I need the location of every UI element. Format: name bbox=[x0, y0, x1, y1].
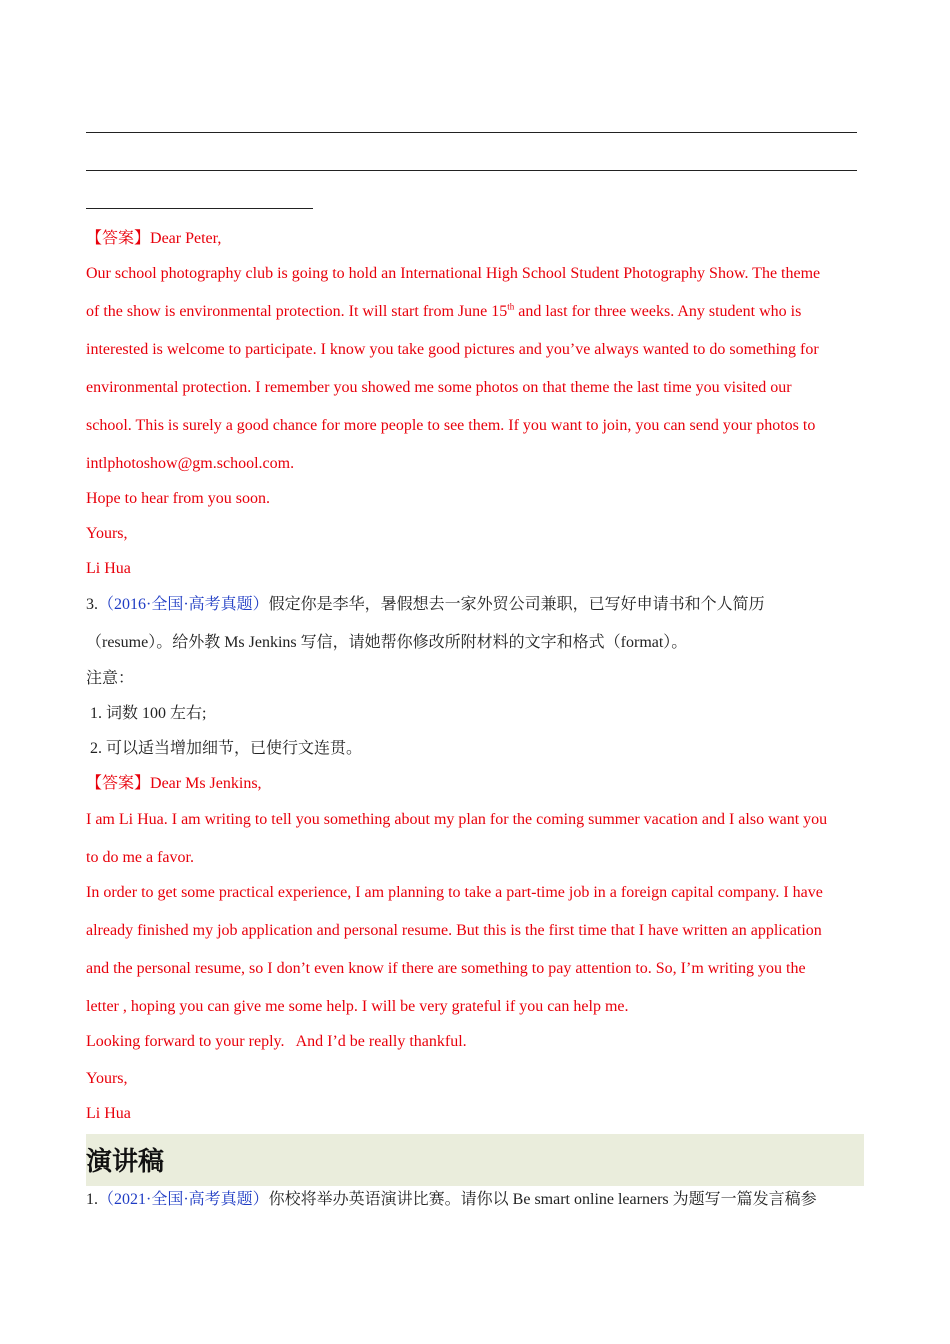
answer1-line: environmental protection. I remember you showed me some photos on that theme the last time you visited our bbox=[86, 379, 792, 396]
answer1-email-line: intlphotoshow@gm.school.com. bbox=[86, 455, 295, 472]
question-number: 1. bbox=[86, 1191, 98, 1208]
answer3-line: already finished my job application and personal resume. But this is the first time that I have written an application bbox=[86, 922, 822, 939]
answer-blank-line-2 bbox=[86, 170, 857, 171]
answer3-greeting: Dear Ms Jenkins, bbox=[150, 775, 262, 792]
answer3-closing: Looking forward to your reply. And I’d be really thankful. bbox=[86, 1033, 467, 1050]
section-title: 演讲稿 bbox=[86, 1147, 165, 1177]
answer1-line: school. This is surely a good chance for more people to see them. If you want to join, you can send your photos to bbox=[86, 417, 816, 434]
answer1-greeting: Dear Peter, bbox=[150, 230, 222, 247]
answer3-signature: Li Hua bbox=[86, 1105, 131, 1122]
answer1-line: Our school photography club is going to hold an International High School Student Photography Show. The theme bbox=[86, 265, 821, 282]
answer-tag: 【答案】 bbox=[86, 230, 151, 247]
question-source: （2021·全国·高考真题） bbox=[98, 1191, 269, 1208]
question-number: 3. bbox=[86, 596, 98, 613]
question3-line: （resume）。给外教 Ms Jenkins 写信，请她帮你修改所附材料的文字和格式（format）。 bbox=[86, 634, 688, 651]
answer3-line: to do me a favor. bbox=[86, 849, 194, 866]
note-item: 2. 可以适当增加细节，已使行文连贯。 bbox=[90, 740, 363, 757]
answer1-greeting-line bbox=[86, 229, 221, 249]
answer-blank-line-3 bbox=[86, 208, 313, 209]
answer1-line bbox=[86, 302, 801, 322]
note-label: 注意： bbox=[86, 670, 135, 687]
note-item: 1. 词数 100 左右; bbox=[90, 705, 207, 722]
answer-blank-line-1 bbox=[86, 132, 857, 133]
question-source: （2016·全国·高考真题） bbox=[98, 596, 269, 613]
question1-line bbox=[86, 1190, 817, 1210]
answer3-line: letter , hoping you can give me some help. I will be very grateful if you can help me. bbox=[86, 998, 629, 1015]
answer1-yours: Yours, bbox=[86, 525, 128, 542]
answer3-line: In order to get some practical experience, I am planning to take a part-time job in a foreign capital company. I have bbox=[86, 884, 823, 901]
question-text: 你校将举办英语演讲比赛。请你以 Be smart online learners 为题写一篇发言稿参 bbox=[268, 1191, 817, 1208]
answer3-yours: Yours, bbox=[86, 1070, 128, 1087]
answer1-signature: Li Hua bbox=[86, 560, 131, 577]
section-heading-bar bbox=[86, 1134, 864, 1186]
answer1-closing: Hope to hear from you soon. bbox=[86, 490, 270, 507]
answer3-greeting-line bbox=[86, 774, 262, 794]
answer3-line: I am Li Hua. I am writing to tell you something about my plan for the coming summer vacation and I also want you bbox=[86, 811, 828, 828]
answer3-line: and the personal resume, so I don’t even know if there are something to pay attention to. So, I’m writing you the bbox=[86, 960, 806, 977]
answer1-text: of the show is environmental protection. It will start from June 15 bbox=[86, 303, 508, 320]
answer1-line: interested is welcome to participate. I know you take good pictures and you’ve always wanted to do something for bbox=[86, 341, 819, 358]
answer-tag: 【答案】 bbox=[86, 775, 151, 792]
ordinal-superscript: th bbox=[507, 301, 515, 312]
question-text: 假定你是李华，暑假想去一家外贸公司兼职，已写好申请书和个人简历 bbox=[268, 596, 765, 613]
answer1-text: and last for three weeks. Any student who is bbox=[514, 303, 802, 320]
question3-line bbox=[86, 595, 765, 615]
